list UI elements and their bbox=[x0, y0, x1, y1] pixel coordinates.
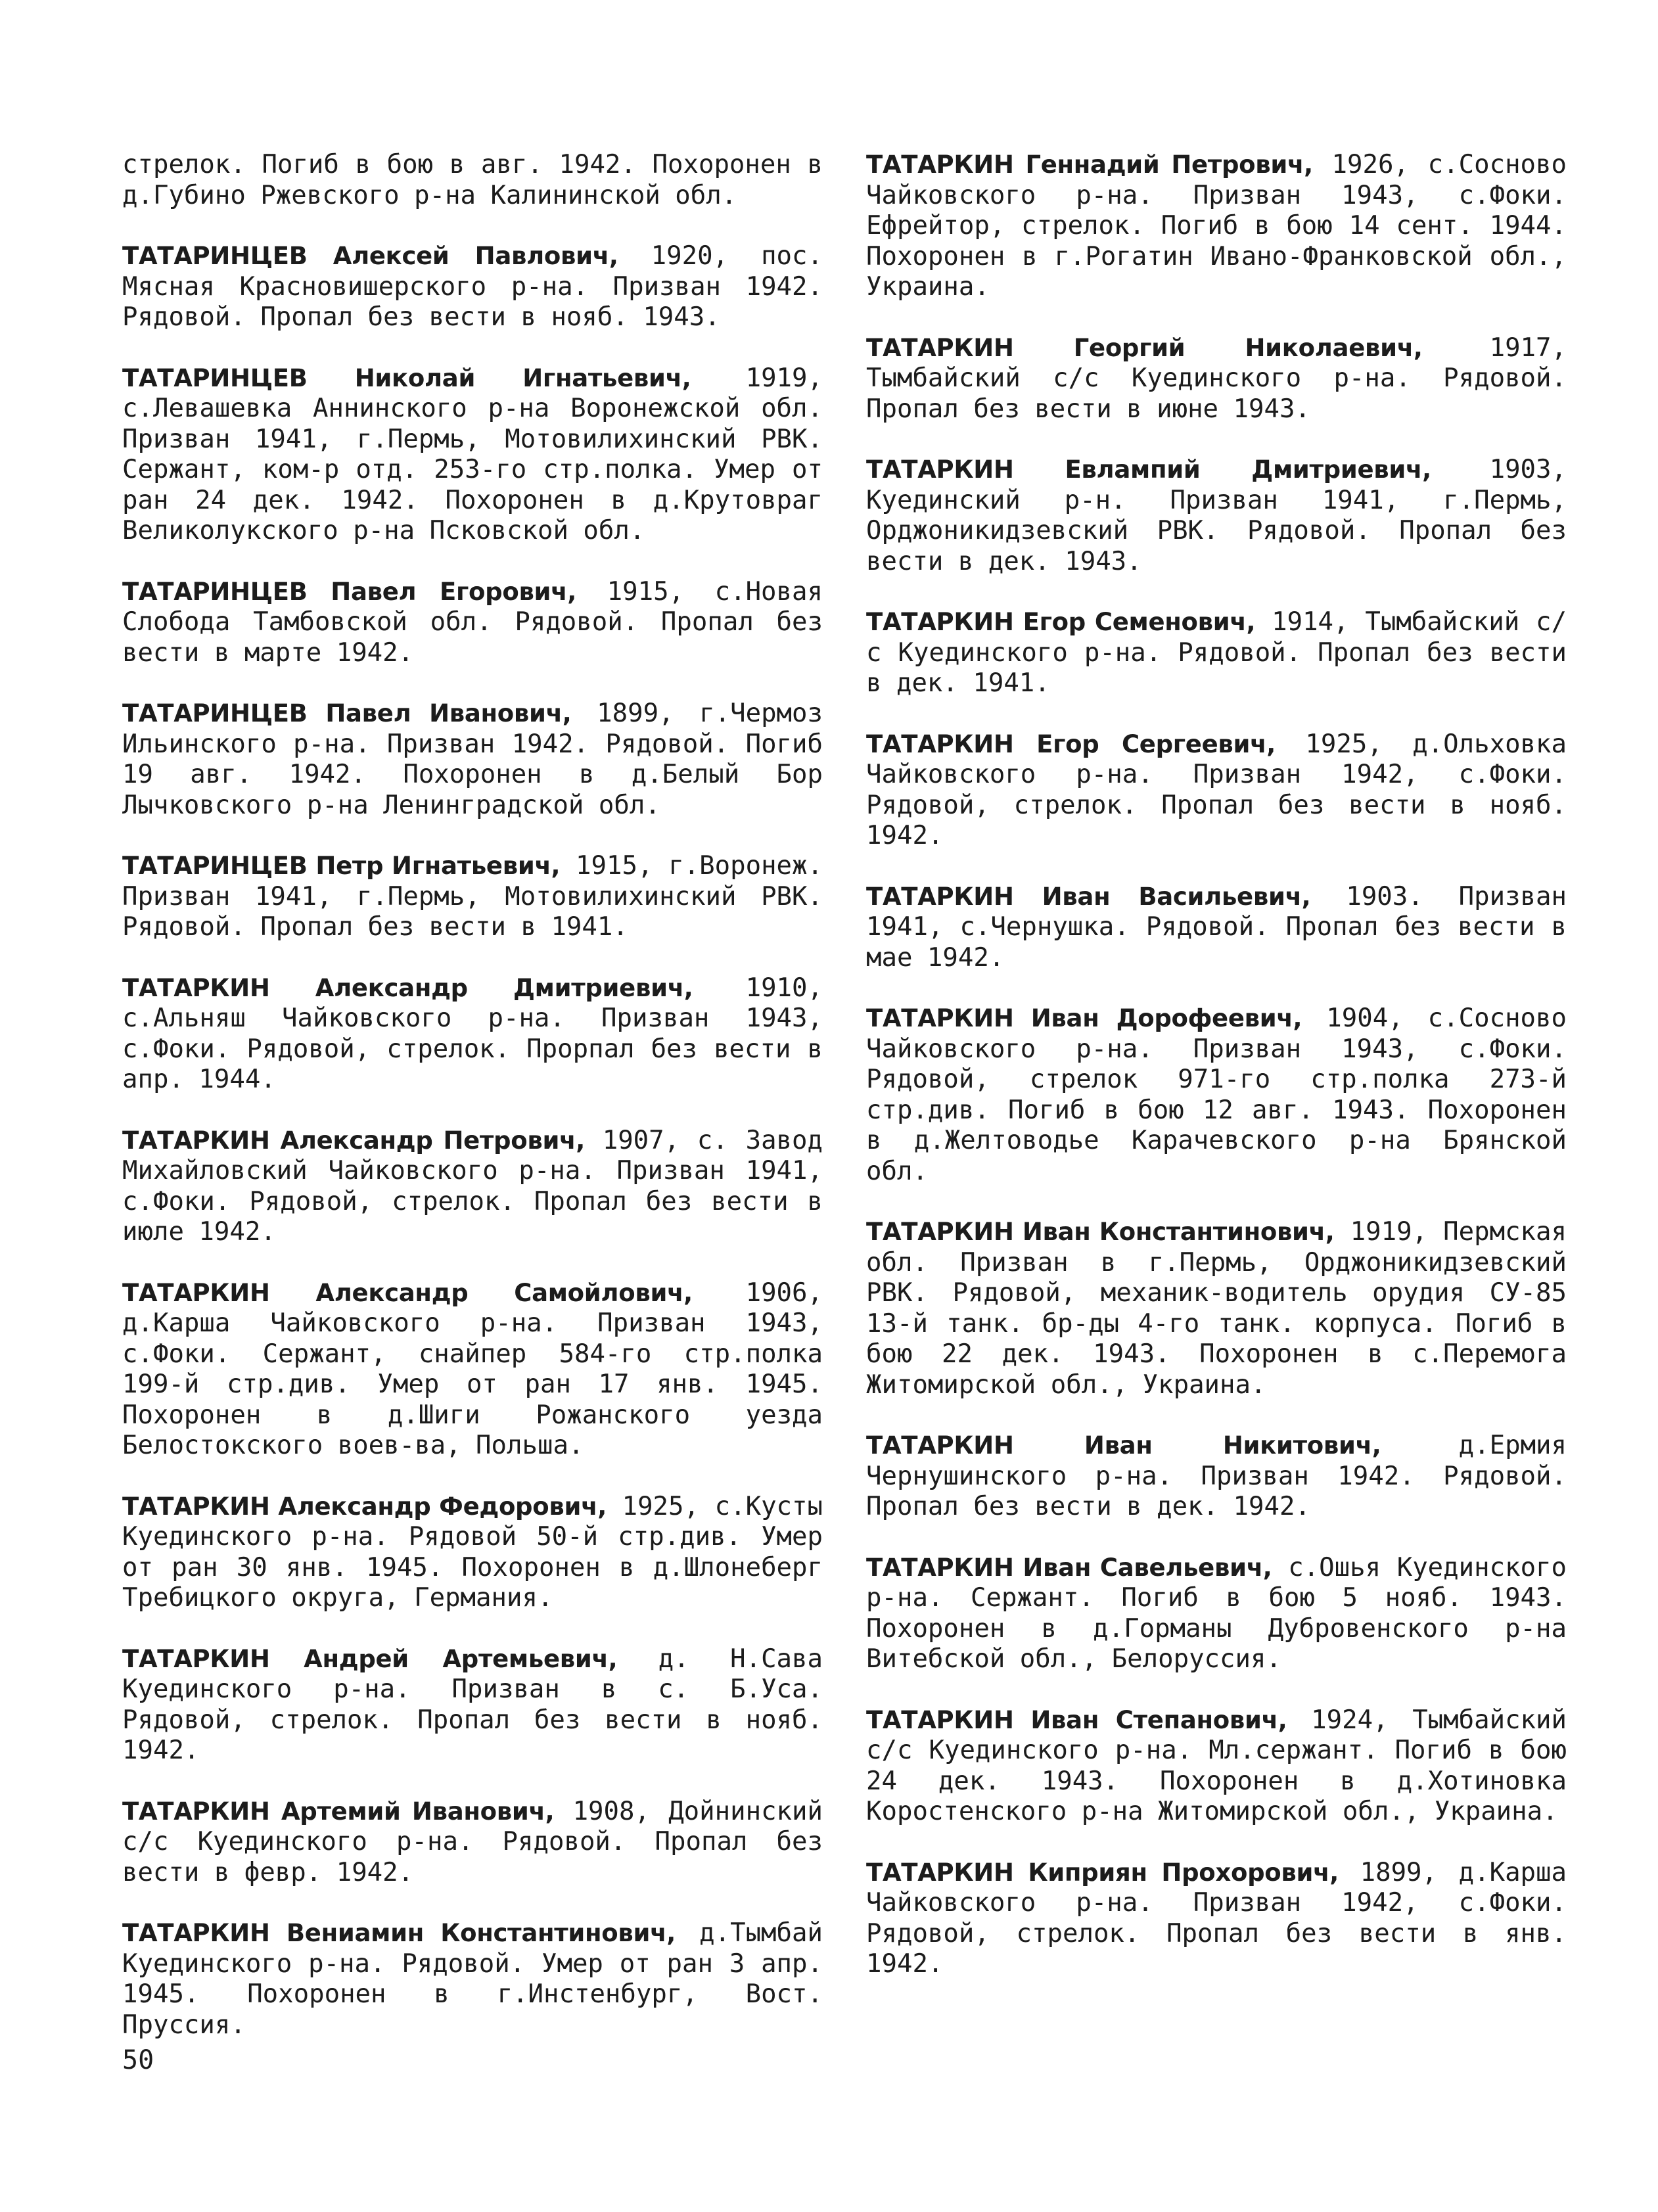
biography-entry bbox=[866, 729, 1567, 852]
biography-entry bbox=[866, 1003, 1567, 1187]
entry-name: ТАТАРКИН Иван Дорофеевич, bbox=[866, 1004, 1302, 1032]
entry-name: ТАТАРКИН Егор Семенович, bbox=[866, 608, 1256, 636]
entry-text: 1920, пос. Мясная Красновишерского р-на. Призван 1942. Рядовой. Пропал без вести в нояб. 1943. bbox=[122, 241, 823, 332]
entry-text: 1925, д.Ольховка Чайковского р-на. Призван 1942, с.Фоки. Рядовой, стрелок. Пропал без вести в нояб. 1942. bbox=[866, 729, 1567, 850]
entry-text: д. Н.Сава Куединского р-на. Призван в с. Б.Уса. Рядовой, стрелок. Пропал без вести в нояб. 1942. bbox=[122, 1644, 823, 1765]
entry-text: 1917, Тымбайский с/с Куединского р-на. Рядовой. Пропал без вести в июне 1943. bbox=[866, 333, 1567, 424]
biography-entry bbox=[122, 1644, 823, 1766]
entry-text: с.Ошья Куединского р-на. Сержант. Погиб в бою 5 нояб. 1943. Похоронен в д.Горманы Дубровенского р-на Витебской обл., Белоруссия. bbox=[866, 1552, 1567, 1674]
right-column bbox=[866, 150, 1567, 2010]
entry-name: ТАТАРИНЦЕВ Павел Егорович, bbox=[122, 577, 577, 606]
biography-entry bbox=[866, 607, 1567, 699]
biography-entry bbox=[122, 973, 823, 1095]
entry-text: 1919, Пермская обл. Призван в г.Пермь, Орджоникидзевский РВК. Рядовой, механик-водитель орудия СУ-85 13-й танк. бр-ды 4-го танк. корпуса. Погиб в бою 22 дек. 1943. Похоронен в с.Перемога Житомирской обл., Украина. bbox=[866, 1217, 1567, 1400]
entry-name: ТАТАРКИН Андрей Артемьевич, bbox=[122, 1644, 618, 1673]
entry-text: 1899, г.Чермоз Ильинского р-на. Призван 1942. Рядовой. Погиб 19 авг. 1942. Похоронен в д.Белый Бор Лычковского р-на Ленинградской обл. bbox=[122, 699, 823, 820]
biography-entry bbox=[866, 333, 1567, 425]
page-number: 50 bbox=[122, 2045, 154, 2075]
entry-name: ТАТАРКИН Александр Дмитриевич, bbox=[122, 973, 693, 1002]
entry-text: д.Тымбай Куединского р-на. Рядовой. Умер от ран 3 апр. 1945. Похоронен в г.Инстенбург, Вост. Пруссия. bbox=[122, 1918, 823, 2040]
entry-text: 1925, с.Кусты Куединского р-на. Рядовой 50-й стр.див. Умер от ран 30 янв. 1945. Похоронен в д.Шлонеберг Требицкого округа, Германия. bbox=[122, 1491, 823, 1613]
entry-text: д.Ермия Чернушинского р-на. Призван 1942. Рядовой. Пропал без вести в дек. 1942. bbox=[866, 1431, 1567, 1521]
biography-entry bbox=[122, 1126, 823, 1248]
entry-name: ТАТАРИНЦЕВ Алексей Павлович, bbox=[122, 242, 618, 270]
biography-entry bbox=[122, 699, 823, 821]
entry-name: ТАТАРКИН Иван Константинович, bbox=[866, 1218, 1335, 1246]
entry-name: ТАТАРКИН Александр Федорович, bbox=[122, 1492, 607, 1521]
entry-name: ТАТАРКИН Егор Сергеевич, bbox=[866, 729, 1276, 758]
biography-entry bbox=[866, 455, 1567, 577]
entry-name: ТАТАРИНЦЕВ Николай Игнатьевич, bbox=[122, 363, 691, 392]
biography-entry bbox=[866, 150, 1567, 303]
entry-text: 1904, с.Сосново Чайковского р-на. Призван 1943, с.Фоки. Рядовой, стрелок 971-го стр.полка 273-й стр.див. Погиб в бою 12 авг. 1943. Похоронен в д.Желтоводье Карачевского р-на Брянской обл. bbox=[866, 1003, 1567, 1186]
entry-name: ТАТАРКИН Артемий Иванович, bbox=[122, 1797, 555, 1826]
entry-name: ТАТАРКИН Геннадий Петрович, bbox=[866, 150, 1313, 179]
biography-entry bbox=[866, 1217, 1567, 1400]
entry-name: ТАТАРКИН Александр Самойлович, bbox=[122, 1278, 693, 1307]
entry-text: 1899, д.Карша Чайковского р-на. Призван 1942, с.Фоки. Рядовой, стрелок. Пропал без вести в янв. 1942. bbox=[866, 1857, 1567, 1979]
biography-entry bbox=[122, 1918, 823, 2040]
entry-name: ТАТАРКИН Иван Васильевич, bbox=[866, 882, 1311, 911]
biography-entry bbox=[122, 577, 823, 669]
entry-text: 1924, Тымбайский с/с Куединского р-на. Мл.сержант. Погиб в бою 24 дек. 1943. Похоронен в д.Хотиновка Коростенского р-на Житомирской обл., Украина. bbox=[866, 1705, 1567, 1826]
biography-entry bbox=[866, 1553, 1567, 1675]
entry-name: ТАТАРИНЦЕВ Павел Иванович, bbox=[122, 699, 572, 727]
entry-name: ТАТАРКИН Иван Савельевич, bbox=[866, 1553, 1272, 1582]
entry-text: 1907, с. Завод Михайловский Чайковского р-на. Призван 1941, с.Фоки. Рядовой, стрелок. Пропал без вести в июле 1942. bbox=[122, 1125, 823, 1247]
entry-name: ТАТАРКИН Иван Степанович, bbox=[866, 1705, 1287, 1734]
entry-text: 1914, Тымбайский с/с Куединского р-на. Рядовой. Пропал без вести в дек. 1941. bbox=[866, 607, 1567, 698]
entry-text: 1919, с.Левашевка Аннинского р-на Воронежской обл. Призван 1941, г.Пермь, Мотовилихинский РВК. Сержант, ком-р отд. 253-го стр.полка. Умер от ран 24 дек. 1942. Похоронен в д.Крутовраг Великолукского р-на Псковской обл. bbox=[122, 363, 823, 545]
entry-text: стрелок. Погиб в бою в авг. 1942. Похоронен в д.Губино Ржевского р-на Калининской обл. bbox=[122, 150, 823, 210]
biography-entry bbox=[122, 1278, 823, 1462]
entry-name: ТАТАРИНЦЕВ Петр Игнатьевич, bbox=[122, 852, 561, 880]
entry-text: 1915, г.Воронеж. Призван 1941, г.Пермь, Мотовилихинский РВК. Рядовой. Пропал без вести в 1941. bbox=[122, 851, 823, 942]
entry-text: 1903. Призван 1941, с.Чернушка. Рядовой. Пропал без вести в мае 1942. bbox=[866, 881, 1567, 973]
biography-entry bbox=[866, 882, 1567, 974]
entry-text: 1915, с.Новая Слобода Тамбовской обл. Рядовой. Пропал без вести в марте 1942. bbox=[122, 576, 823, 668]
biography-entry bbox=[866, 1705, 1567, 1828]
entry-text: 1908, Дойнинский с/с Куединского р-на. Рядовой. Пропал без вести в февр. 1942. bbox=[122, 1796, 823, 1887]
biography-entry bbox=[122, 150, 823, 211]
biography-entry bbox=[122, 1492, 823, 1614]
left-column bbox=[122, 150, 823, 2071]
entry-text: 1903, Куединский р-н. Призван 1941, г.Пермь, Орджоникидзевский РВК. Рядовой. Пропал без вести в дек. 1943. bbox=[866, 455, 1567, 576]
entry-name: ТАТАРКИН Георгий Николаевич, bbox=[866, 333, 1423, 362]
entry-text: 1926, с.Сосново Чайковского р-на. Призван 1943, с.Фоки. Ефрейтор, стрелок. Погиб в бою 14 сент. 1944. Похоронен в г.Рогатин Ивано-Франковской обл., Украина. bbox=[866, 150, 1567, 302]
entry-name: ТАТАРКИН Киприян Прохорович, bbox=[866, 1858, 1339, 1887]
entry-name: ТАТАРКИН Александр Петрович, bbox=[122, 1126, 585, 1155]
biography-entry bbox=[122, 241, 823, 333]
biography-entry bbox=[866, 1858, 1567, 1980]
biography-entry bbox=[122, 851, 823, 943]
entry-name: ТАТАРКИН Вениамин Константинович, bbox=[122, 1919, 676, 1947]
entry-text: 1906, д.Карша Чайковского р-на. Призван 1943, с.Фоки. Сержант, снайпер 584-го стр.полка 199-й стр.див. Умер от ран 17 янв. 1945. Похоронен в д.Шиги Рожанского уезда Белостокского воев-ва, Польша. bbox=[122, 1278, 823, 1460]
entry-name: ТАТАРКИН Иван Никитович, bbox=[866, 1431, 1381, 1460]
entry-name: ТАТАРКИН Евлампий Дмитриевич, bbox=[866, 455, 1431, 484]
biography-entry bbox=[122, 1797, 823, 1889]
biography-entry bbox=[122, 363, 823, 547]
biography-entry bbox=[866, 1431, 1567, 1523]
entry-text: 1910, с.Альняш Чайковского р-на. Призван 1943, с.Фоки. Рядовой, стрелок. Прорпал без вести в апр. 1944. bbox=[122, 973, 823, 1094]
